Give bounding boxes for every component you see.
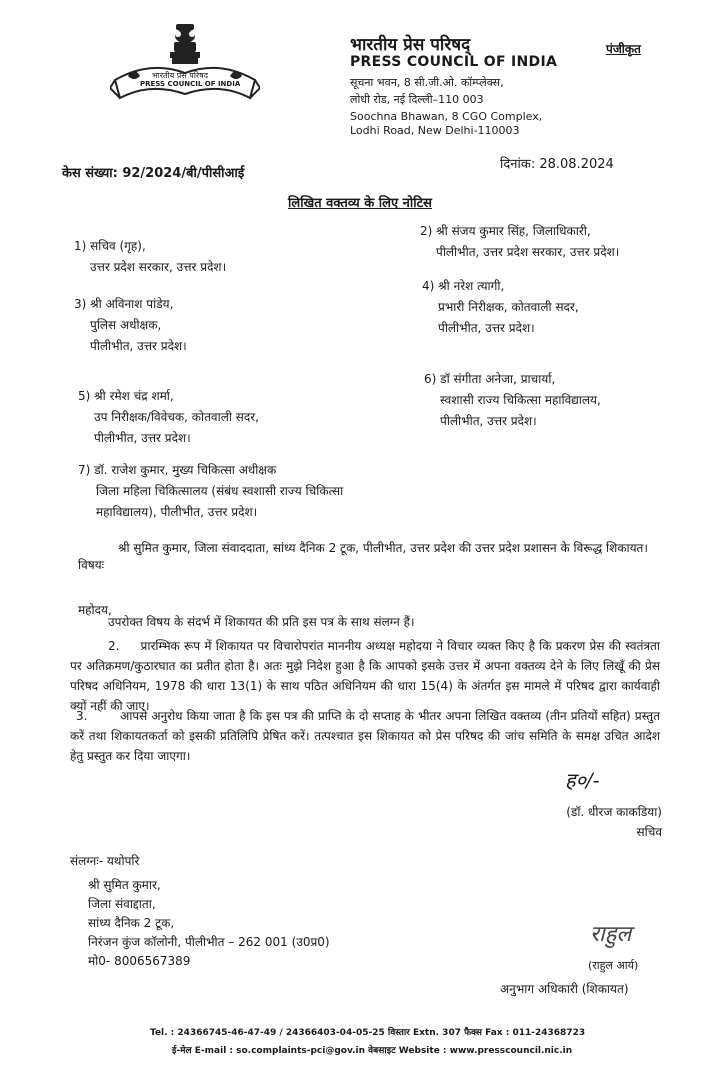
logo-text-english: PRESS COUNCIL OF INDIA bbox=[140, 80, 241, 88]
council-name-hindi: भारतीय प्रेस परिषद् bbox=[350, 35, 471, 55]
secretary-designation: सचिव bbox=[636, 825, 662, 839]
paragraph-2 bbox=[70, 636, 660, 716]
subject-text: श्री सुमित कुमार, जिला संवाददाता, सांध्य दैनिक 2 टूक, पीलीभीत, उत्तर प्रदेश की उत्तर प्रदेश प्रशासन के विरूद्ध शिकायत। bbox=[118, 541, 648, 555]
addressee-line: पीलीभीत, उत्तर प्रदेश सरकार, उत्तर प्रदेश। bbox=[436, 245, 620, 259]
addressee-2 bbox=[420, 221, 619, 263]
salutation: महोदय, bbox=[78, 603, 112, 617]
letter-date: दिनांक: 28.08.2024 bbox=[500, 157, 614, 172]
addressee-line: श्री संजय कुमार सिंह, जिलाधिकारी, bbox=[436, 224, 591, 238]
registered-label: पंजीकृत bbox=[606, 42, 641, 56]
paragraph-text: उपरोक्त विषय के संदर्भ में शिकायत की प्रति इस पत्र के साथ संलग्न हैं। bbox=[108, 615, 415, 629]
addressee-line: पीलीभीत, उत्तर प्रदेश। bbox=[438, 321, 535, 335]
addressee-7 bbox=[78, 460, 343, 523]
addressee-line: पीलीभीत, उत्तर प्रदेश। bbox=[94, 431, 191, 445]
addressee-number: 2) bbox=[420, 224, 433, 238]
notice-title: लिखित वक्तव्य के लिए नोटिस bbox=[288, 196, 432, 211]
addressee-line: पीलीभीत, उत्तर प्रदेश। bbox=[440, 414, 537, 428]
section-officer-name: (राहुल आर्य) bbox=[588, 959, 639, 972]
addressee-line: उत्तर प्रदेश सरकार, उत्तर प्रदेश। bbox=[90, 260, 227, 274]
addressee-line: पुलिस अधीक्षक, bbox=[90, 318, 162, 332]
addressee-line: प्रभारी निरीक्षक, कोतवाली सदर, bbox=[438, 300, 579, 314]
enclosure-note: संलग्नः- यथोपरि bbox=[70, 854, 140, 868]
paragraph-number: 2. bbox=[108, 639, 120, 653]
addressee-line: श्री रमेश चंद्र शर्मा, bbox=[94, 389, 174, 403]
addressee-line: सचिव (गृह), bbox=[90, 239, 146, 253]
council-address bbox=[350, 76, 542, 138]
section-officer-designation: अनुभाग अधिकारी (शिकायत) bbox=[500, 982, 629, 996]
complainant-line: मो0- 8006567389 bbox=[88, 954, 191, 968]
paragraph-text: प्रारम्भिक रूप में शिकायत पर विचारोपरांत माननीय अध्यक्ष महोदया ने विचार व्यक्त किए है कि प्रकरण प्रेस की स्वतंत्रता पर अतिक्रमण/कुठारघात का प्रतीत होता है। अतः मुझे निदेश हुआ है कि आपको इसके उत्तर में अपना वक्तव्य देने के लिए लिखूँ की प्रेस परिषद अधिनियम, 1978 की धारा 13(1) के साथ पठित अधिनियम की धारा 15(4) के अंतर्गत इस मामले में परिषद द्वारा कार्यवाही क्यों नहीं की जाए। bbox=[70, 639, 660, 713]
addressee-3 bbox=[74, 294, 187, 357]
addressee-number: 5) bbox=[78, 389, 91, 403]
addressee-number: 7) bbox=[78, 463, 91, 477]
footer-web: ई-मेल E-mail : so.complaints-pci@gov.in वेबसाइट Website : www.presscouncil.nic.in bbox=[172, 1046, 573, 1056]
addressee-number: 3) bbox=[74, 297, 87, 311]
addressee-line: पीलीभीत, उत्तर प्रदेश। bbox=[90, 339, 187, 353]
addressee-6 bbox=[424, 369, 601, 432]
case-number: केस संख्या: 92/2024/बी/पीसीआई bbox=[62, 166, 245, 181]
paragraph-number: 3. bbox=[76, 709, 88, 723]
secretary-name: (डॉ. धीरज काकडिया) bbox=[566, 805, 662, 819]
paragraph-3 bbox=[70, 706, 660, 766]
subject-label: विषयः bbox=[78, 558, 105, 572]
paragraph-1 bbox=[108, 612, 668, 632]
address-line: Lodhi Road, New Delhi-110003 bbox=[350, 124, 520, 137]
addressee-number: 6) bbox=[424, 372, 437, 386]
press-council-logo bbox=[110, 18, 260, 118]
secretary-signature: ह०/- bbox=[565, 768, 600, 792]
section-officer-signature: राहुल bbox=[590, 922, 632, 947]
addressee-1 bbox=[74, 236, 226, 278]
addressee-line: महाविद्यालय), पीलीभीत, उत्तर प्रदेश। bbox=[96, 505, 258, 519]
complainant-line: जिला संवाद्दाता, bbox=[88, 897, 156, 911]
paragraph-text: आपसे अनुरोध किया जाता है कि इस पत्र की प्राप्ति के दो सप्ताह के भीतर अपना लिखित वक्तव्य (तीन प्रतियों सहित) प्रस्तुत करें तथा शिकायतकर्ता को इसकी प्रतिलिपि प्रेषित करें। तत्पश्चात इस शिकायत को प्रेस परिषद की जांच समिति के समक्ष उचित आदेश हेतु प्रस्तुत कर दिया जाएगा। bbox=[70, 709, 660, 763]
addressee-line: श्री अविनाश पांडेय, bbox=[90, 297, 174, 311]
complainant-line: सांध्य दैनिक 2 टूक, bbox=[88, 916, 175, 930]
emblem-icon bbox=[110, 18, 260, 118]
address-line: लोधी रोड, नई दिल्ली–110 003 bbox=[350, 93, 484, 106]
address-line: Soochna Bhawan, 8 CGO Complex, bbox=[350, 110, 543, 123]
council-name-english: PRESS COUNCIL OF INDIA bbox=[350, 54, 558, 70]
addressee-5 bbox=[78, 386, 259, 449]
logo-text-hindi: भारतीय प्रेस परिषद bbox=[152, 71, 209, 80]
secretary-block bbox=[542, 802, 662, 842]
addressee-line: डॉ. राजेश कुमार, मुख्य चिकित्सा अधीक्षक bbox=[94, 463, 277, 477]
addressee-number: 4) bbox=[422, 279, 435, 293]
complainant-line: निरंजन कुंज कॉलोनी, पीलीभीत – 262 001 (उ0प्र0) bbox=[88, 935, 330, 949]
addressee-line: श्री नरेश त्यागी, bbox=[438, 279, 505, 293]
addressee-line: डॉ संगीता अनेजा, प्राचार्या, bbox=[440, 372, 556, 386]
addressee-number: 1) bbox=[74, 239, 87, 253]
addressee-line: उप निरीक्षक/विवेचक, कोतवाली सदर, bbox=[94, 410, 259, 424]
addressee-line: स्वशासी राज्य चिकित्सा महाविद्यालय, bbox=[440, 393, 601, 407]
complainant-address bbox=[88, 876, 330, 971]
addressee-4 bbox=[422, 276, 579, 339]
addressee-line: जिला महिला चिकित्सालय (संबंध स्वशासी राज्य चिकित्सा bbox=[96, 484, 344, 498]
footer-contact: Tel. : 24366745-46-47-49 / 24366403-04-05-25 विस्तार Extn. 307 फैक्स Fax : 011-24368723 bbox=[150, 1028, 586, 1038]
complainant-line: श्री सुमित कुमार, bbox=[88, 878, 161, 892]
address-line: सूचना भवन, 8 सी.जी.ओ. कॉम्प्लेक्स, bbox=[350, 76, 504, 89]
